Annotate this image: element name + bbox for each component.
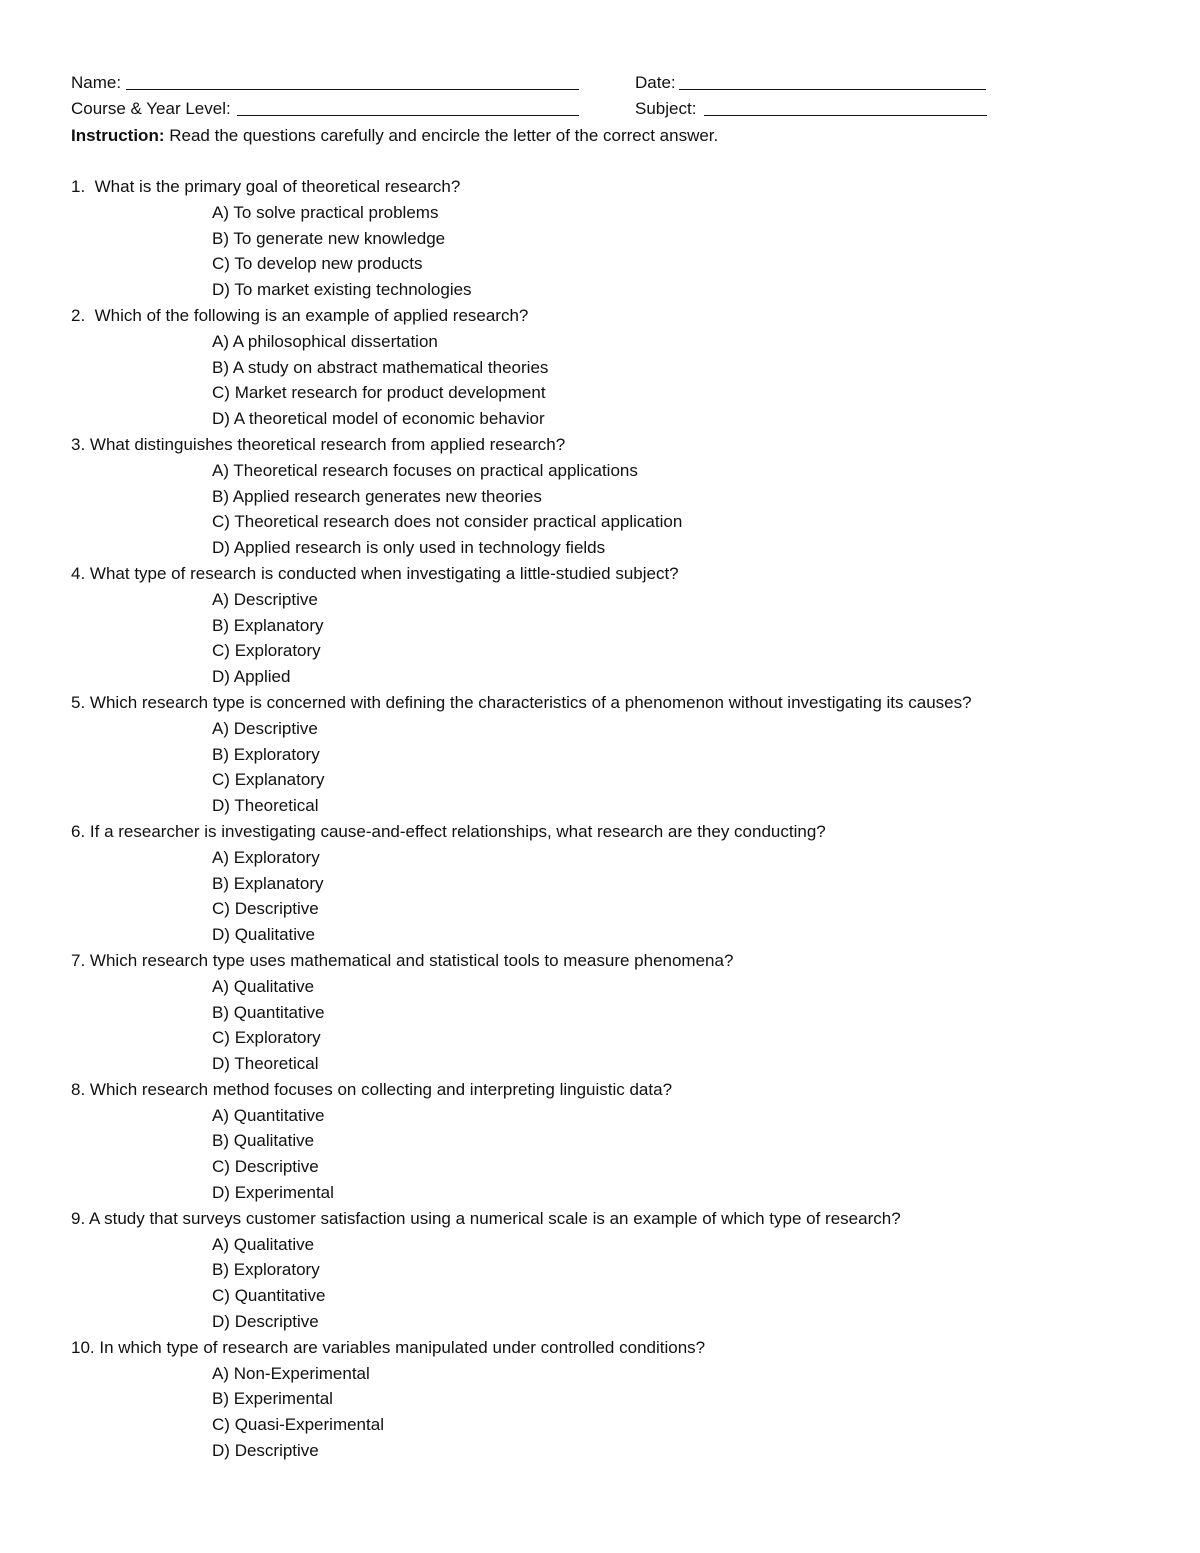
answer-choice[interactable]: [71, 1311, 1171, 1337]
choice-letter[interactable]: C): [212, 770, 230, 790]
question-6: [71, 821, 1171, 950]
choice-text: Exploratory: [233, 1260, 320, 1280]
answer-choice[interactable]: [71, 1182, 1171, 1208]
choice-text: Exploratory: [234, 641, 321, 661]
choice-letter[interactable]: B): [212, 873, 229, 893]
answer-choice[interactable]: [71, 795, 1171, 821]
choice-letter[interactable]: B): [212, 486, 229, 506]
choice-text: Qualitative: [233, 976, 315, 996]
choice-text: A philosophical dissertation: [232, 331, 438, 351]
question-3: [71, 434, 1171, 563]
date-label: Date:: [635, 73, 676, 92]
question-stem: [71, 1079, 1171, 1105]
choice-text: Exploratory: [233, 744, 320, 764]
answer-choice[interactable]: [71, 202, 1171, 228]
question-number: 3.: [71, 434, 86, 454]
choice-text: Explanatory: [234, 770, 325, 790]
answer-choice[interactable]: [71, 1002, 1171, 1028]
answer-choice[interactable]: [71, 898, 1171, 924]
answer-choice[interactable]: [71, 873, 1171, 899]
header-row-name-date: [71, 72, 1071, 94]
answer-choice[interactable]: [71, 408, 1171, 434]
answer-choice[interactable]: [71, 976, 1171, 1002]
answer-choice[interactable]: [71, 511, 1171, 537]
answer-choice[interactable]: [71, 640, 1171, 666]
choice-letter[interactable]: D): [212, 796, 230, 816]
choice-text: Quantitative: [234, 1286, 326, 1306]
choice-text: Theoretical research focuses on practical applications: [233, 460, 638, 480]
answer-choice[interactable]: [71, 1053, 1171, 1079]
choice-letter[interactable]: A): [212, 202, 229, 222]
choice-text: Market research for product development: [234, 383, 546, 403]
choice-letter[interactable]: D): [212, 1054, 230, 1074]
choice-letter[interactable]: C): [212, 1028, 230, 1048]
choice-text: Applied: [233, 667, 291, 687]
choice-text: Quantitative: [233, 1002, 325, 1022]
answer-choice[interactable]: [71, 1440, 1171, 1466]
choice-text: Non-Experimental: [233, 1363, 370, 1383]
choice-letter[interactable]: B): [212, 357, 229, 377]
choice-text: A theoretical model of economic behavior: [233, 409, 545, 429]
choice-letter[interactable]: A): [212, 718, 229, 738]
choice-text: To solve practical problems: [233, 202, 439, 222]
answer-choice[interactable]: [71, 1027, 1171, 1053]
question-number: 6.: [71, 821, 86, 841]
choice-text: To generate new knowledge: [233, 228, 446, 248]
question-text: What type of research is conducted when investigating a little-studied subject?: [89, 563, 679, 583]
choice-text: To market existing technologies: [234, 280, 472, 300]
question-9: [71, 1208, 1171, 1337]
question-stem: [71, 821, 1171, 847]
answer-choice[interactable]: [71, 486, 1171, 512]
choice-letter[interactable]: A): [212, 976, 229, 996]
choice-letter[interactable]: D): [212, 667, 230, 687]
answer-choice[interactable]: [71, 331, 1171, 357]
choice-letter[interactable]: B): [212, 744, 229, 764]
question-10: [71, 1337, 1171, 1466]
choice-letter[interactable]: A): [212, 1105, 229, 1125]
answer-choice[interactable]: [71, 847, 1171, 873]
answer-choice[interactable]: [71, 1414, 1171, 1440]
question-number: 5.: [71, 692, 86, 712]
choice-text: Theoretical research does not consider practical application: [234, 512, 683, 532]
answer-choice[interactable]: [71, 382, 1171, 408]
course-label: Course & Year Level:: [71, 99, 231, 118]
choice-letter[interactable]: C): [212, 1415, 230, 1435]
instruction-label: Instruction:: [71, 126, 165, 145]
question-list: [71, 176, 1171, 1466]
choice-letter[interactable]: B): [212, 1002, 229, 1022]
choice-letter[interactable]: A): [212, 1363, 229, 1383]
choice-letter[interactable]: C): [212, 383, 230, 403]
choice-text: Descriptive: [234, 1157, 319, 1177]
choice-letter[interactable]: D): [212, 409, 230, 429]
choice-letter[interactable]: A): [212, 460, 229, 480]
question-4: [71, 563, 1171, 692]
question-text: In which type of research are variables manipulated under controlled conditions?: [99, 1337, 706, 1357]
choice-letter[interactable]: D): [212, 1441, 230, 1461]
answer-choice[interactable]: [71, 1285, 1171, 1311]
answer-choice[interactable]: [71, 460, 1171, 486]
question-text: What distinguishes theoretical research from applied research?: [89, 434, 566, 454]
question-number: 4.: [71, 563, 86, 583]
answer-choice[interactable]: [71, 253, 1171, 279]
question-stem: [71, 692, 1171, 718]
choice-letter[interactable]: C): [212, 641, 230, 661]
choice-text: Theoretical: [234, 1054, 319, 1074]
question-number: 7.: [71, 950, 86, 970]
choice-letter[interactable]: B): [212, 1389, 229, 1409]
question-stem: [71, 176, 1171, 202]
question-1: [71, 176, 1171, 305]
choice-text: Explanatory: [233, 615, 324, 635]
choice-letter[interactable]: C): [212, 512, 230, 532]
choice-letter[interactable]: B): [212, 1260, 229, 1280]
choice-text: Quasi-Experimental: [234, 1415, 384, 1435]
choice-text: Exploratory: [234, 1028, 321, 1048]
answer-choice[interactable]: [71, 718, 1171, 744]
choice-letter[interactable]: D): [212, 1312, 230, 1332]
choice-text: Qualitative: [234, 925, 316, 945]
date-field[interactable]: [679, 89, 986, 90]
subject-label: Subject:: [635, 99, 697, 118]
answer-choice[interactable]: [71, 279, 1171, 305]
answer-choice[interactable]: [71, 744, 1171, 770]
answer-choice[interactable]: [71, 1388, 1171, 1414]
question-stem: [71, 434, 1171, 460]
question-text: Which research type is concerned with defining the characteristics of a phenomenon without investigating its causes?: [89, 692, 972, 712]
choice-text: Experimental: [234, 1183, 334, 1203]
question-text: Which research method focuses on collecting and interpreting linguistic data?: [89, 1079, 673, 1099]
choice-letter[interactable]: A): [212, 589, 229, 609]
question-number: 10.: [71, 1337, 95, 1357]
answer-choice[interactable]: [71, 537, 1171, 563]
question-text: What is the primary goal of theoretical research?: [94, 177, 461, 196]
answer-choice[interactable]: [71, 228, 1171, 254]
question-text: If a researcher is investigating cause-and-effect relationships, what research are they conducting?: [89, 821, 826, 841]
choice-letter[interactable]: D): [212, 1183, 230, 1203]
choice-text: Descriptive: [234, 1441, 319, 1461]
answer-choice[interactable]: [71, 666, 1171, 692]
choice-text: Applied research generates new theories: [232, 486, 542, 506]
instruction-text: Read the questions carefully and encircle the letter of the correct answer.: [169, 126, 719, 145]
question-8: [71, 1079, 1171, 1208]
name-label: Name:: [71, 73, 122, 92]
choice-letter[interactable]: A): [212, 331, 229, 351]
choice-text: Applied research is only used in technology fields: [233, 538, 606, 558]
question-number: 8.: [71, 1079, 86, 1099]
choice-text: Descriptive: [233, 589, 318, 609]
choice-letter[interactable]: D): [212, 538, 230, 558]
question-5: [71, 692, 1171, 821]
question-stem: [71, 1337, 1171, 1363]
choice-text: Descriptive: [234, 899, 319, 919]
choice-letter[interactable]: B): [212, 228, 229, 248]
answer-choice[interactable]: [71, 1363, 1171, 1389]
answer-choice[interactable]: [71, 357, 1171, 383]
choice-text: Descriptive: [234, 1312, 319, 1332]
subject-field[interactable]: [704, 115, 987, 116]
choice-letter[interactable]: C): [212, 254, 230, 274]
question-text: Which of the following is an example of applied research?: [94, 305, 529, 325]
answer-choice[interactable]: [71, 1105, 1171, 1131]
answer-choice[interactable]: [71, 924, 1171, 950]
answer-choice[interactable]: [71, 769, 1171, 795]
choice-letter[interactable]: C): [212, 899, 230, 919]
question-text: A study that surveys customer satisfaction using a numerical scale is an example of which type of research?: [88, 1208, 901, 1228]
choice-text: Exploratory: [233, 847, 320, 867]
choice-text: Explanatory: [233, 873, 324, 893]
answer-choice[interactable]: [71, 1130, 1171, 1156]
question-stem: [71, 305, 1171, 331]
answer-choice[interactable]: [71, 1234, 1171, 1260]
choice-text: Qualitative: [233, 1131, 315, 1151]
question-stem: [71, 563, 1171, 589]
choice-text: Qualitative: [233, 1234, 315, 1254]
choice-text: Quantitative: [233, 1105, 325, 1125]
choice-letter[interactable]: B): [212, 615, 229, 635]
question-number: 1.: [71, 177, 86, 196]
course-field[interactable]: [237, 115, 579, 116]
choice-text: Theoretical: [234, 796, 319, 816]
choice-text: A study on abstract mathematical theories: [232, 357, 549, 377]
choice-letter[interactable]: B): [212, 1131, 229, 1151]
instruction: [71, 125, 718, 147]
choice-letter[interactable]: D): [212, 280, 230, 300]
question-7: [71, 950, 1171, 1079]
header-row-course-subject: [71, 98, 1071, 120]
question-2: [71, 305, 1171, 434]
choice-letter[interactable]: A): [212, 847, 229, 867]
choice-text: Experimental: [233, 1389, 333, 1409]
question-stem: [71, 1208, 1171, 1234]
question-number: 9.: [71, 1208, 86, 1228]
question-number: 2.: [71, 305, 86, 325]
question-stem: [71, 950, 1171, 976]
name-field[interactable]: [126, 89, 579, 90]
question-text: Which research type uses mathematical and statistical tools to measure phenomena?: [89, 950, 734, 970]
answer-choice[interactable]: [71, 615, 1171, 641]
answer-choice[interactable]: [71, 1156, 1171, 1182]
choice-letter[interactable]: C): [212, 1157, 230, 1177]
choice-letter[interactable]: C): [212, 1286, 230, 1306]
answer-choice[interactable]: [71, 1259, 1171, 1285]
choice-letter[interactable]: D): [212, 925, 230, 945]
choice-text: To develop new products: [234, 254, 423, 274]
choice-letter[interactable]: A): [212, 1234, 229, 1254]
choice-text: Descriptive: [233, 718, 318, 738]
answer-choice[interactable]: [71, 589, 1171, 615]
